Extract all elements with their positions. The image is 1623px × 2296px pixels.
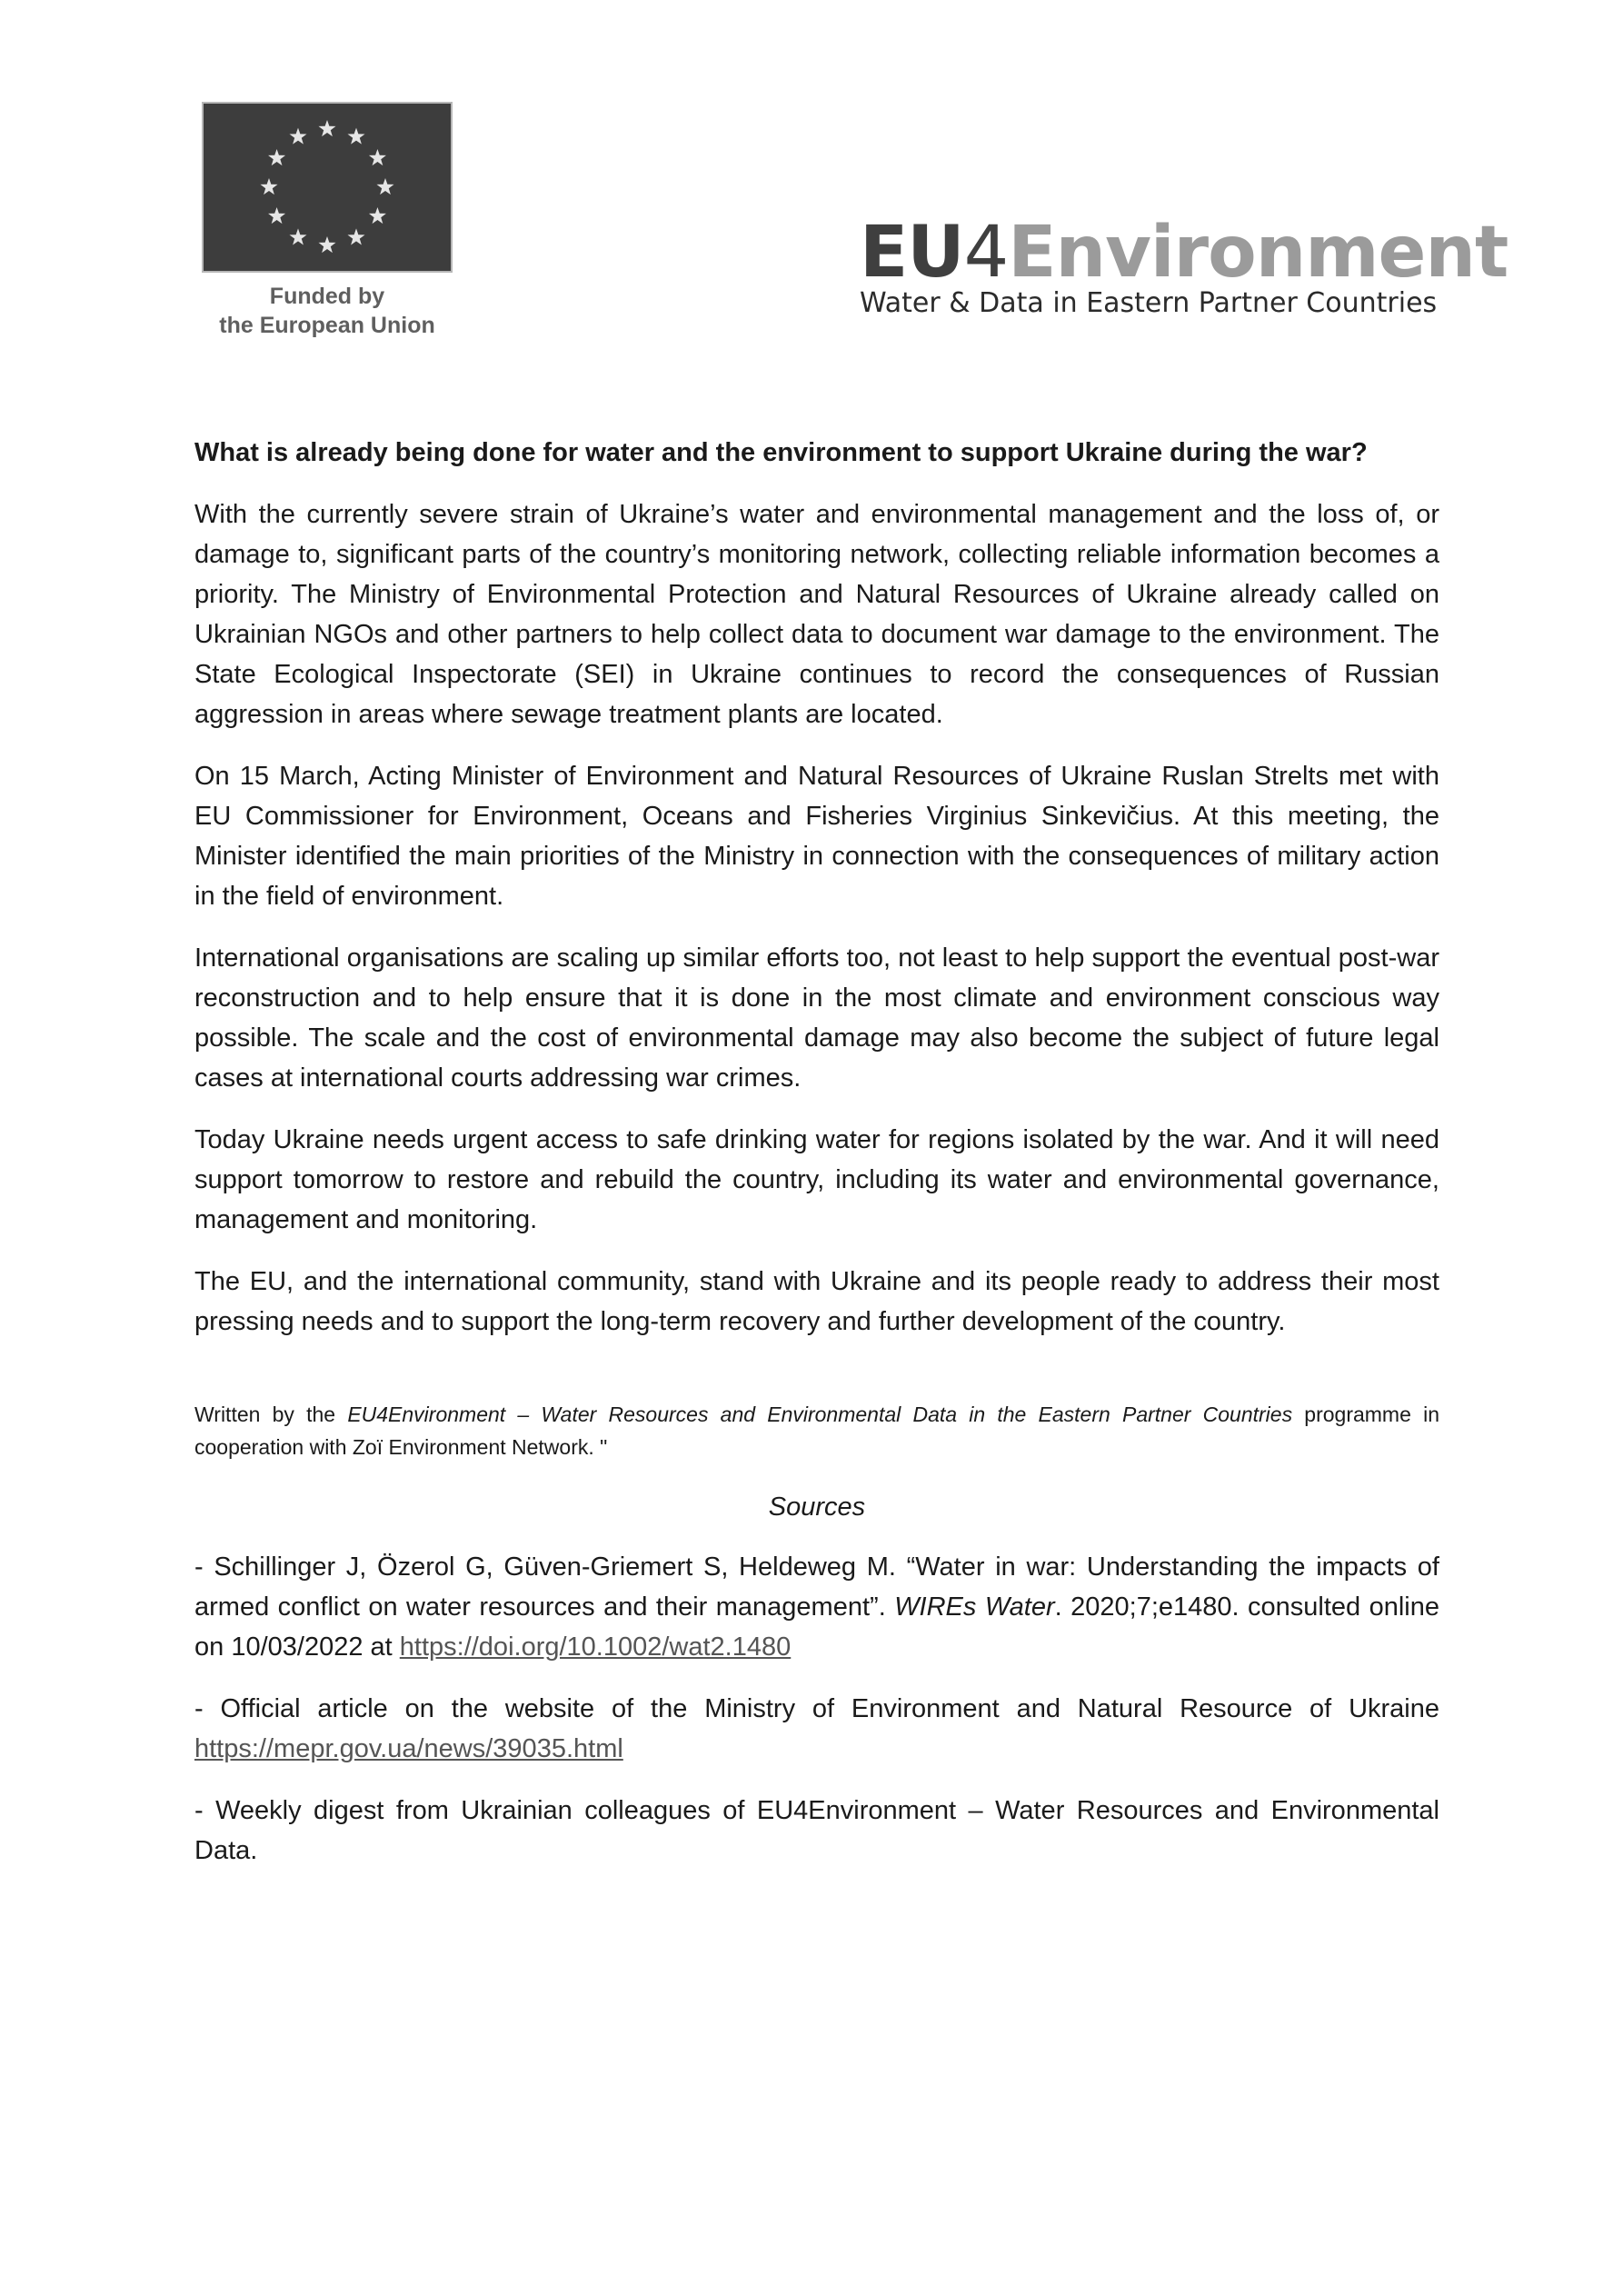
source-item — [194, 1689, 1439, 1769]
eu-star-icon — [318, 236, 335, 253]
eu-star-icon — [376, 178, 393, 195]
article-heading: What is already being done for water and the environment to support Ukraine during the war? — [194, 438, 1368, 467]
credit-prefix: Written by the — [194, 1403, 348, 1426]
brand-environment: Environment — [1008, 212, 1508, 294]
brand-title — [860, 212, 1508, 294]
source-1-link[interactable]: https://doi.org/10.1002/wat2.1480 — [399, 1632, 792, 1662]
eu-funding-logo — [202, 102, 453, 340]
sources-title: Sources — [768, 1492, 866, 1522]
source-2-link[interactable]: https://mepr.gov.ua/news/39035.html — [194, 1734, 623, 1763]
brand-eu: EU — [860, 212, 964, 294]
eu-star-icon — [347, 228, 364, 245]
eu-caption-line2: the European Union — [219, 313, 435, 338]
eu-star-icon — [347, 128, 364, 145]
eu-star-icon — [318, 120, 335, 136]
article-paragraph: On 15 March, Acting Minister of Environment and Natural Resources of Ukraine Ruslan Strelts met with EU Commissioner for Environment, Oceans and Fisheries Virginius Sinkevičius. At this meeting, the Minister identified the main priorities of the Ministry in connection with the consequences of military action in the field of environment. — [194, 762, 1439, 911]
eu-star-icon — [369, 149, 386, 165]
eu-caption — [202, 282, 453, 340]
article-paragraph: The EU, and the international community, stand with Ukraine and its people ready to address their most pressing needs and to support the long-term recovery and further development of the country. — [194, 1267, 1439, 1336]
source-item: - Weekly digest from Ukrainian colleagues of EU4Environment – Water Resources and Environmental Data. — [194, 1796, 1439, 1865]
article-body — [194, 433, 1439, 1892]
source-item — [194, 1547, 1439, 1667]
brand-subtitle: Water & Data in Eastern Partner Countries — [860, 287, 1438, 319]
eu-star-icon — [289, 128, 306, 145]
eu4environment-logo — [860, 212, 1508, 320]
eu-star-icon — [369, 207, 386, 224]
article-paragraph: Today Ukraine needs urgent access to safe drinking water for regions isolated by the war. And it will need support tomorrow to restore and rebuild the country, including its water and environmental governance, management and monitoring. — [194, 1125, 1439, 1234]
eu-star-icon — [268, 207, 285, 224]
credit-program: EU4Environment – Water Resources and Environmental Data in the Eastern Partner Countries — [347, 1403, 1293, 1426]
source-1-text-b: . 2020;7;e1480. consulted online on 10/03/2022 at — [194, 1592, 1439, 1662]
credit-suffix: programme in cooperation with Zoï Environment Network. " — [194, 1403, 1439, 1459]
article-paragraph: With the currently severe strain of Ukraine’s water and environmental management and the loss of, or damage to, significant parts of the country’s monitoring network, collecting reliable information becomes a priority. The Ministry of Environmental Protection and Natural Resources of Ukraine already called on Ukrainian NGOs and other partners to help collect data to document war damage to the environment. The State Ecological Inspectorate (SEI) in Ukraine continues to record the consequences of Russian aggression in areas where sewage treatment plants are located. — [194, 500, 1439, 729]
author-credit — [194, 1398, 1439, 1463]
source-1-journal: WIREs Water — [894, 1592, 1055, 1622]
eu-star-icon — [260, 178, 277, 195]
source-2-text: - Official article on the website of the Ministry of Environment and Natural Resource of Ukraine — [194, 1694, 1439, 1723]
eu-star-icon — [268, 149, 285, 165]
brand-4: 4 — [963, 212, 1009, 294]
eu-flag-icon — [202, 102, 453, 273]
source-1-text: - Schillinger J, Özerol G, Güven-Griemert S, Heldeweg M. “Water in war: Understanding the impacts of armed conflict on water resources and their management”. — [194, 1552, 1439, 1622]
eu-caption-line1: Funded by — [269, 284, 385, 309]
eu-star-icon — [289, 228, 306, 245]
article-paragraph: International organisations are scaling up similar efforts too, not least to help support the eventual post-war reconstruction and to help ensure that it is done in the most climate and environment conscious way possible. The scale and the cost of environmental damage may also become the subject of future legal cases at international courts addressing war crimes. — [194, 943, 1439, 1093]
